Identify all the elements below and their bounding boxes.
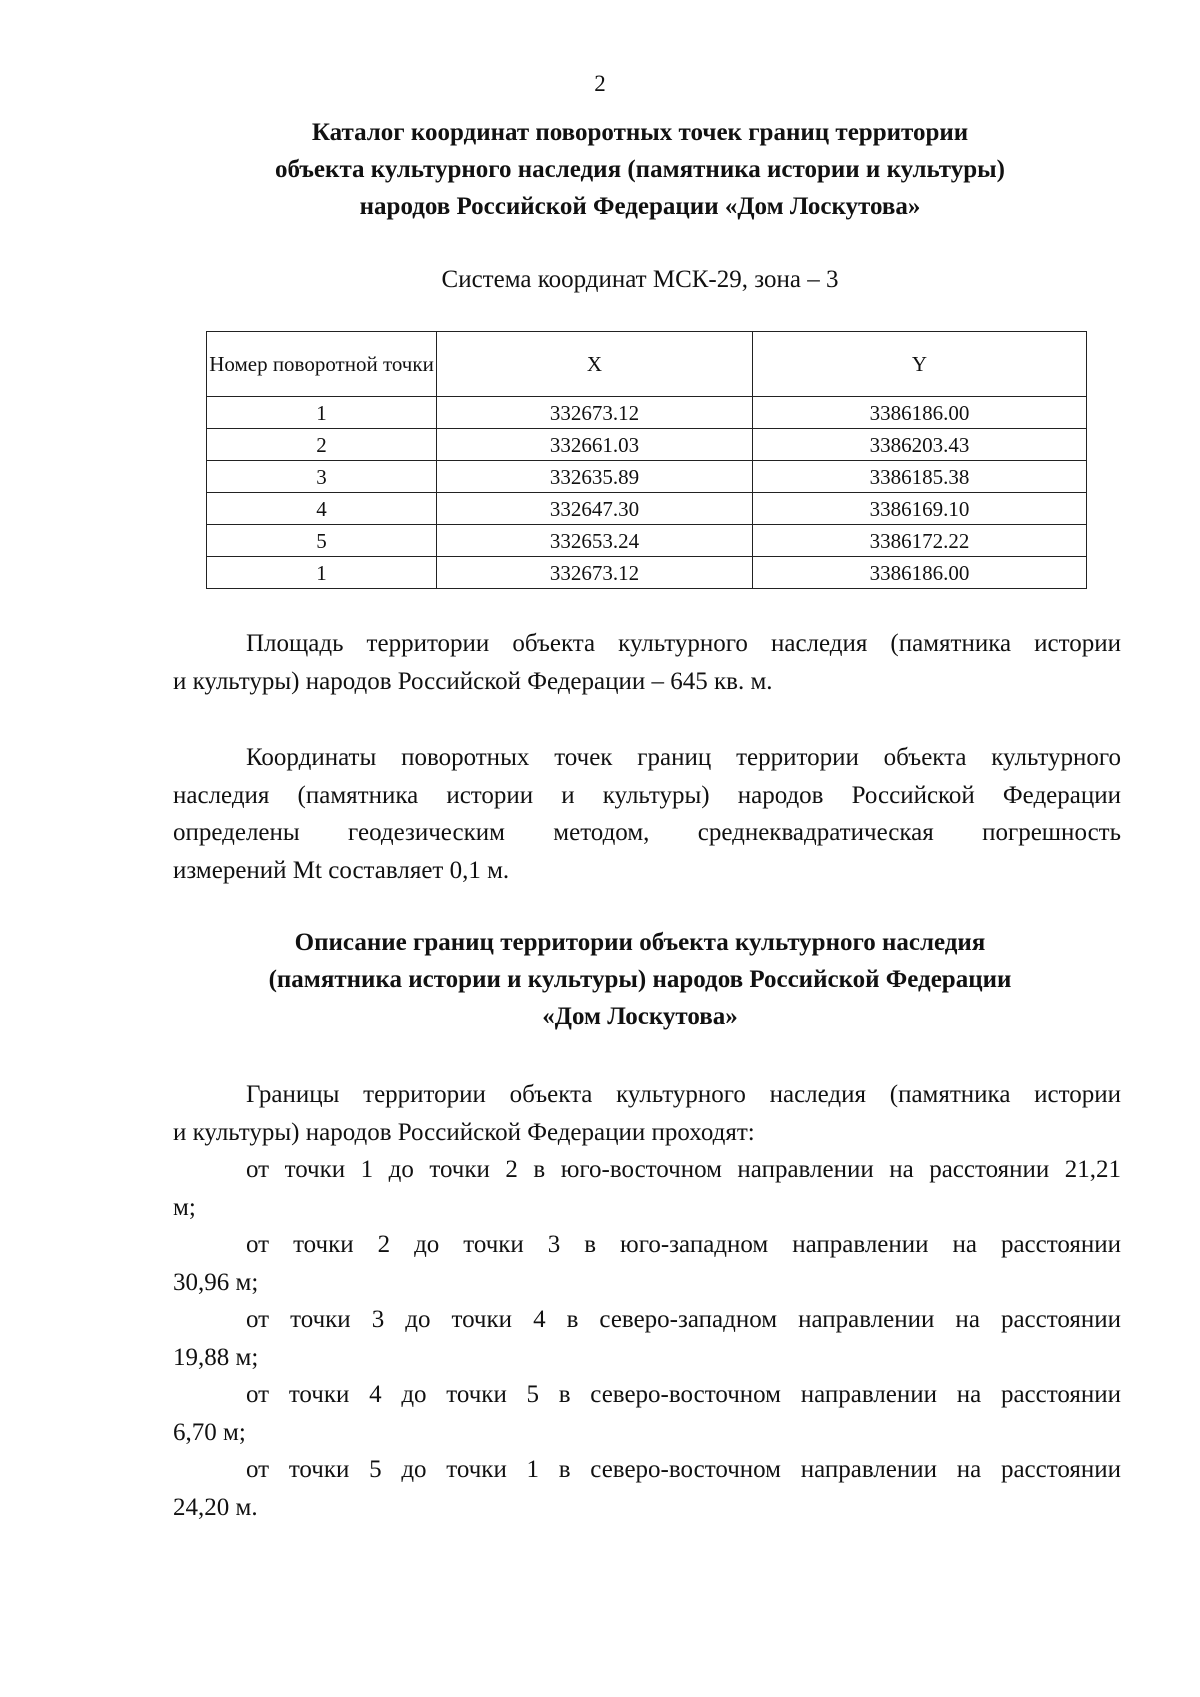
segment-line: от точки 1 до точки 2 в юго-восточном направлении на расстоянии 21,21 (246, 1156, 1121, 1183)
cell-y: 3386185.38 (753, 461, 1087, 493)
title-line: (памятника истории и культуры) народов Российской Федерации (268, 966, 1012, 993)
coordinates-table (206, 331, 1087, 589)
cell-point: 1 (207, 557, 437, 589)
segment-line-end: 24,20 м. (173, 1493, 258, 1521)
table-header-row (207, 332, 1087, 397)
segment-line: от точки 3 до точки 4 в северо-западном направлении на расстоянии (246, 1306, 1121, 1333)
paragraph-line: Границы территории объекта культурного наследия (памятника истории (246, 1081, 1121, 1108)
cell-x: 332673.12 (437, 557, 753, 589)
header-point-number: Номер поворотной точки (207, 332, 437, 397)
cell-point: 5 (207, 525, 437, 557)
title-line: народов Российской Федерации «Дом Лоскутова» (359, 193, 921, 220)
segment-line: от точки 2 до точки 3 в юго-западном направлении на расстоянии (246, 1231, 1121, 1258)
table-row (207, 429, 1087, 461)
title-line: «Дом Лоскутова» (542, 1003, 738, 1030)
catalog-title (160, 114, 1120, 225)
paragraph-line: и культуры) народов Российской Федерации проходят: (173, 1118, 755, 1146)
cell-y: 3386169.10 (753, 493, 1087, 525)
cell-y: 3386186.00 (753, 557, 1087, 589)
cell-point: 1 (207, 397, 437, 429)
segment-line: от точки 4 до точки 5 в северо-восточном направлении на расстоянии (246, 1381, 1121, 1408)
table-row (207, 493, 1087, 525)
cell-x: 332673.12 (437, 397, 753, 429)
header-y: Y (753, 332, 1087, 397)
title-line: Каталог координат поворотных точек границ территории (311, 119, 969, 146)
segment-line: от точки 5 до точки 1 в северо-восточном направлении на расстоянии (246, 1456, 1121, 1483)
segment-line-end: м; (173, 1193, 196, 1221)
cell-point: 2 (207, 429, 437, 461)
table-row (207, 397, 1087, 429)
cell-y: 3386203.43 (753, 429, 1087, 461)
paragraph-line: Координаты поворотных точек границ территории объекта культурного (246, 744, 1121, 771)
segment-line-end: 19,88 м; (173, 1343, 259, 1371)
paragraph-line: и культуры) народов Российской Федерации – 645 кв. м. (173, 667, 773, 695)
cell-x: 332647.30 (437, 493, 753, 525)
title-line: объекта культурного наследия (памятника истории и культуры) (274, 156, 1005, 183)
cell-x: 332661.03 (437, 429, 753, 461)
table-row (207, 461, 1087, 493)
accuracy-paragraph (173, 739, 1121, 889)
paragraph-line: измерений Mt составляет 0,1 м. (173, 856, 510, 884)
coordinate-system-label: Система координат МСК-29, зона – 3 (441, 266, 839, 293)
paragraph-line: определены геодезическим методом, среднеквадратическая погрешность (173, 819, 1121, 846)
cell-y: 3386186.00 (753, 397, 1087, 429)
cell-point: 4 (207, 493, 437, 525)
segment-line-end: 30,96 м; (173, 1268, 259, 1296)
table-row (207, 525, 1087, 557)
table-row (207, 557, 1087, 589)
area-paragraph (173, 625, 1121, 700)
header-x: X (437, 332, 753, 397)
paragraph-line: наследия (памятника истории и культуры) народов Российской Федерации (173, 781, 1121, 809)
boundary-description (173, 1076, 1121, 1526)
page-number: 2 (594, 71, 606, 96)
description-title (160, 924, 1120, 1035)
segment-line-end: 6,70 м; (173, 1418, 246, 1446)
title-line: Описание границ территории объекта культурного наследия (294, 929, 986, 956)
paragraph-line: Площадь территории объекта культурного наследия (памятника истории (246, 630, 1121, 657)
cell-point: 3 (207, 461, 437, 493)
cell-y: 3386172.22 (753, 525, 1087, 557)
cell-x: 332653.24 (437, 525, 753, 557)
cell-x: 332635.89 (437, 461, 753, 493)
